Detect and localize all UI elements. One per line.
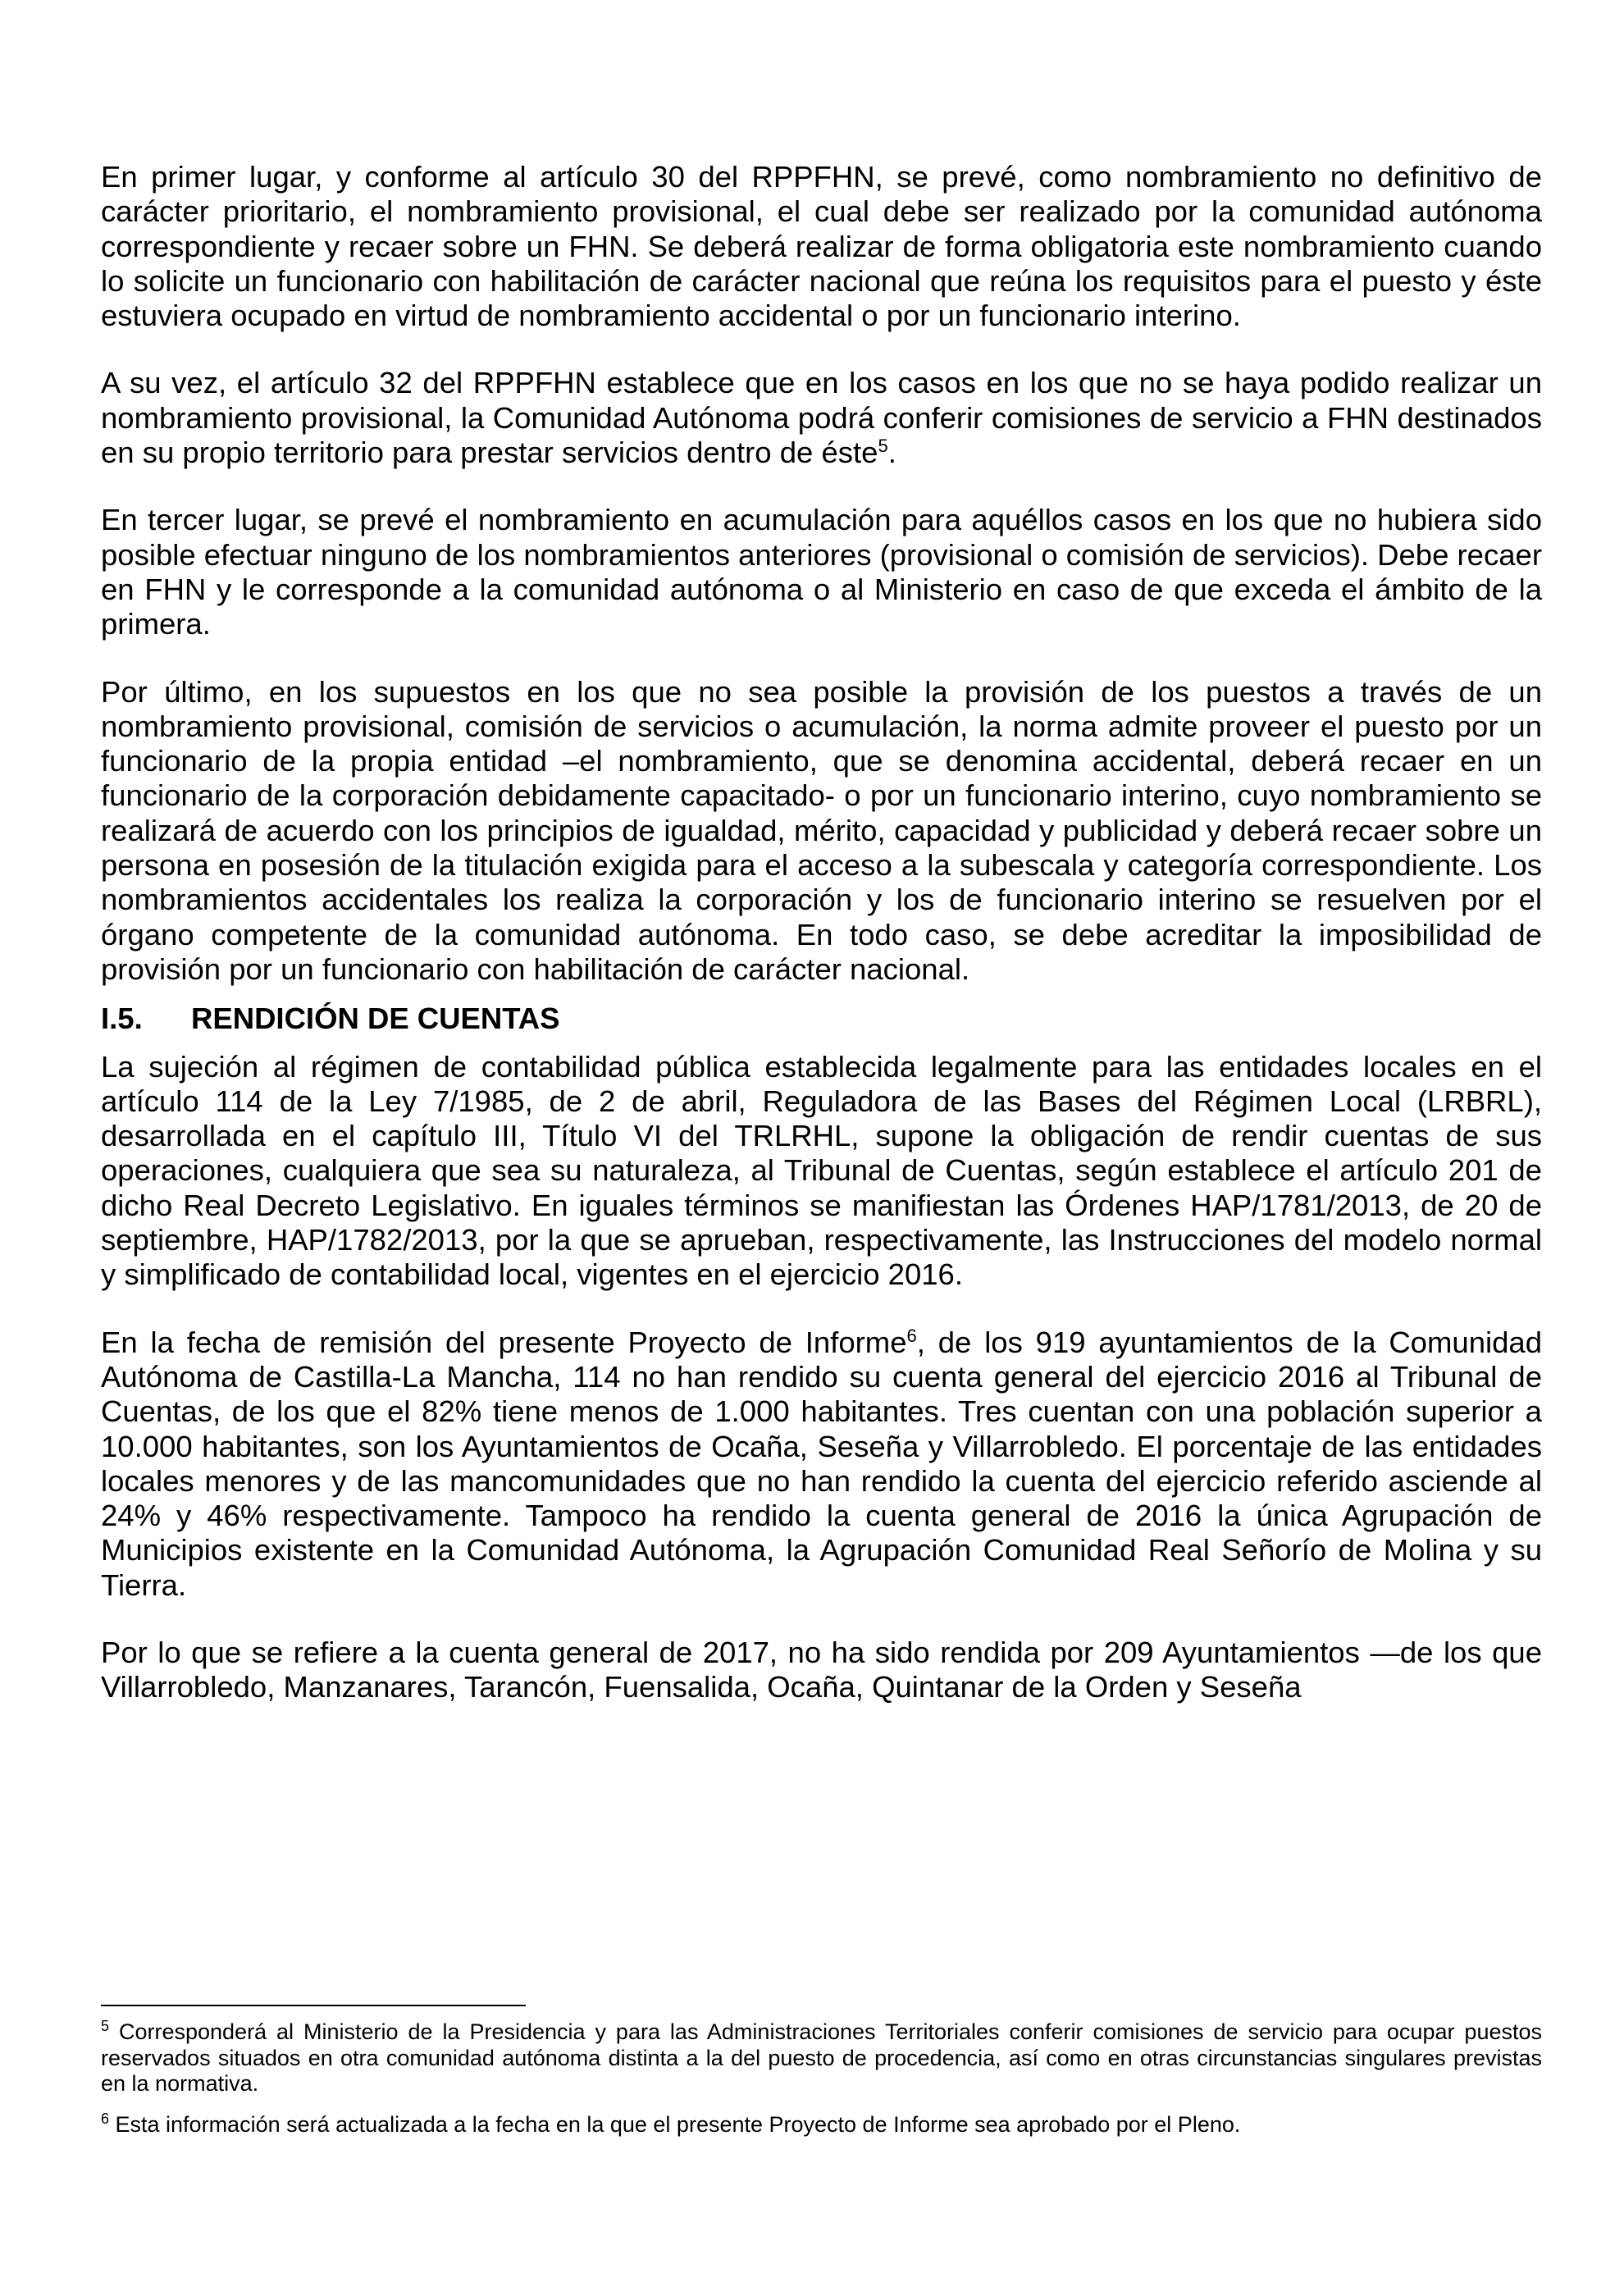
footnote-text: Corresponderá al Ministerio de la Presidencia y para las Administraciones Territoriales conferir comisiones de servicio para ocupar puestos reservados situados en otra comunidad autónoma distinta a la del puesto de procedencia, así como en otras circunstancias singulares previstas en la normativa. <box>101 2019 1542 2096</box>
footnote-5 <box>101 2019 1542 2097</box>
footnote-6 <box>101 2112 1542 2138</box>
footnote-reference-5: 5 <box>878 435 888 456</box>
paragraph-nombramiento-provisional: En primer lugar, y conforme al artículo 30 del RPPFHN, se prevé, como nombramiento no definitivo de carácter prioritario, el nombramiento provisional, el cual debe ser realizado por la comunidad autónoma correspondiente y recaer sobre un FHN. Se deberá realizar de forma obligatoria este nombramiento cuando lo solicite un funcionario con habilitación de carácter nacional que reúna los requisitos para el puesto y éste estuviera ocupado en virtud de nombramiento accidental o por un funcionario interino. <box>101 160 1542 333</box>
paragraph-text: En la fecha de remisión del presente Proyecto de Informe <box>101 1325 907 1359</box>
footnote-reference-6: 6 <box>906 1325 917 1346</box>
section-heading <box>101 1002 1542 1036</box>
footnote-number: 5 <box>101 2018 110 2034</box>
paragraph-acumulacion: En tercer lugar, se prevé el nombramiento en acumulación para aquéllos casos en los que no hubiera sido posible efectuar ninguno de los nombramientos anteriores (provisional o comisión de servicios). Debe recaer en FHN y le corresponde a la comunidad autónoma o al Ministerio en caso de que exceda el ámbito de la primera. <box>101 503 1542 641</box>
section-number: I.5. <box>101 1002 143 1036</box>
section-title: RENDICIÓN DE CUENTAS <box>191 1002 560 1036</box>
footnote-text: Esta información será actualizada a la fecha en la que el presente Proyecto de Informe sea aprobado por el Pleno. <box>109 2111 1241 2137</box>
paragraph-cuenta-general-2017: Por lo que se refiere a la cuenta general de 2017, no ha sido rendida por 209 Ayuntamientos —de los que Villarrobledo, Manzanares, Tarancón, Fuensalida, Ocaña, Quintanar de la Orden y Seseña <box>101 1635 1542 1704</box>
body-text <box>101 160 1542 1738</box>
paragraph-cuenta-general-2016 <box>101 1326 1542 1603</box>
paragraph-nombramiento-accidental: Por último, en los supuestos en los que no sea posible la provisión de los puestos a través de un nombramiento provisional, comisión de servicios o acumulación, la norma admite proveer el puesto por un funcionario de la propia entidad –el nombramiento, que se denomina accidental, deberá recaer en un funcionario de la corporación debidamente capacitado- o por un funcionario interino, cuyo nombramiento se realizará de acuerdo con los principios de igualdad, mérito, capacidad y publicidad y deberá recaer sobre un persona en posesión de la titulación exigida para el acceso a la subescala y categoría correspondiente. Los nombramientos accidentales los realiza la corporación y los de funcionario interino se resuelven por el órgano competente de la comunidad autónoma. En todo caso, se debe acreditar la imposibilidad de provisión por un funcionario con habilitación de carácter nacional. <box>101 674 1542 986</box>
paragraph-end: . <box>887 436 896 470</box>
paragraph-contabilidad-publica: La sujeción al régimen de contabilidad pública establecida legalmente para las entidades locales en el artículo 114 de la Ley 7/1985, de 2 de abril, Reguladora de las Bases del Régimen Local (LRBRL), desarrollada en el capítulo III, Título VI del TRLRHL, supone la obligación de rendir cuentas de sus operaciones, cualquiera que sea su naturaleza, al Tribunal de Cuentas, según establece el artículo 201 de dicho Real Decreto Legislativo. En iguales términos se manifiestan las Órdenes HAP/1781/2013, de 20 de septiembre, HAP/1782/2013, por la que se aprueban, respectivamente, las Instrucciones del modelo normal y simplificado de contabilidad local, vigentes en el ejercicio 2016. <box>101 1049 1542 1292</box>
paragraph-text: A su vez, el artículo 32 del RPPFHN establece que en los casos en los que no se haya podido realizar un nombramiento provisional, la Comunidad Autónoma podrá conferir comisiones de servicio a FHN destinados en su propio territorio para prestar servicios dentro de éste <box>101 366 1542 470</box>
footnote-number: 6 <box>101 2110 110 2127</box>
paragraph-comisiones-servicio <box>101 366 1542 470</box>
footnotes <box>101 2019 1542 2152</box>
footnote-separator <box>101 2005 526 2006</box>
paragraph-text-rest: , de los 919 ayuntamientos de la Comunidad Autónoma de Castilla-La Mancha, 114 no han rendido su cuenta general del ejercicio 2016 al Tribunal de Cuentas, de los que el 82% tiene menos de 1.000 habitantes. Tres cuentan con una población superior a 10.000 habitantes, son los Ayuntamientos de Ocaña, Seseña y Villarrobledo. El porcentaje de las entidades locales menores y de las mancomunidades que no han rendido la cuenta del ejercicio referido asciende al 24% y 46% respectivamente. Tampoco ha rendido la cuenta general de 2016 la única Agrupación de Municipios existente en la Comunidad Autónoma, la Agrupación Comunidad Real Señorío de Molina y su Tierra. <box>101 1325 1542 1602</box>
